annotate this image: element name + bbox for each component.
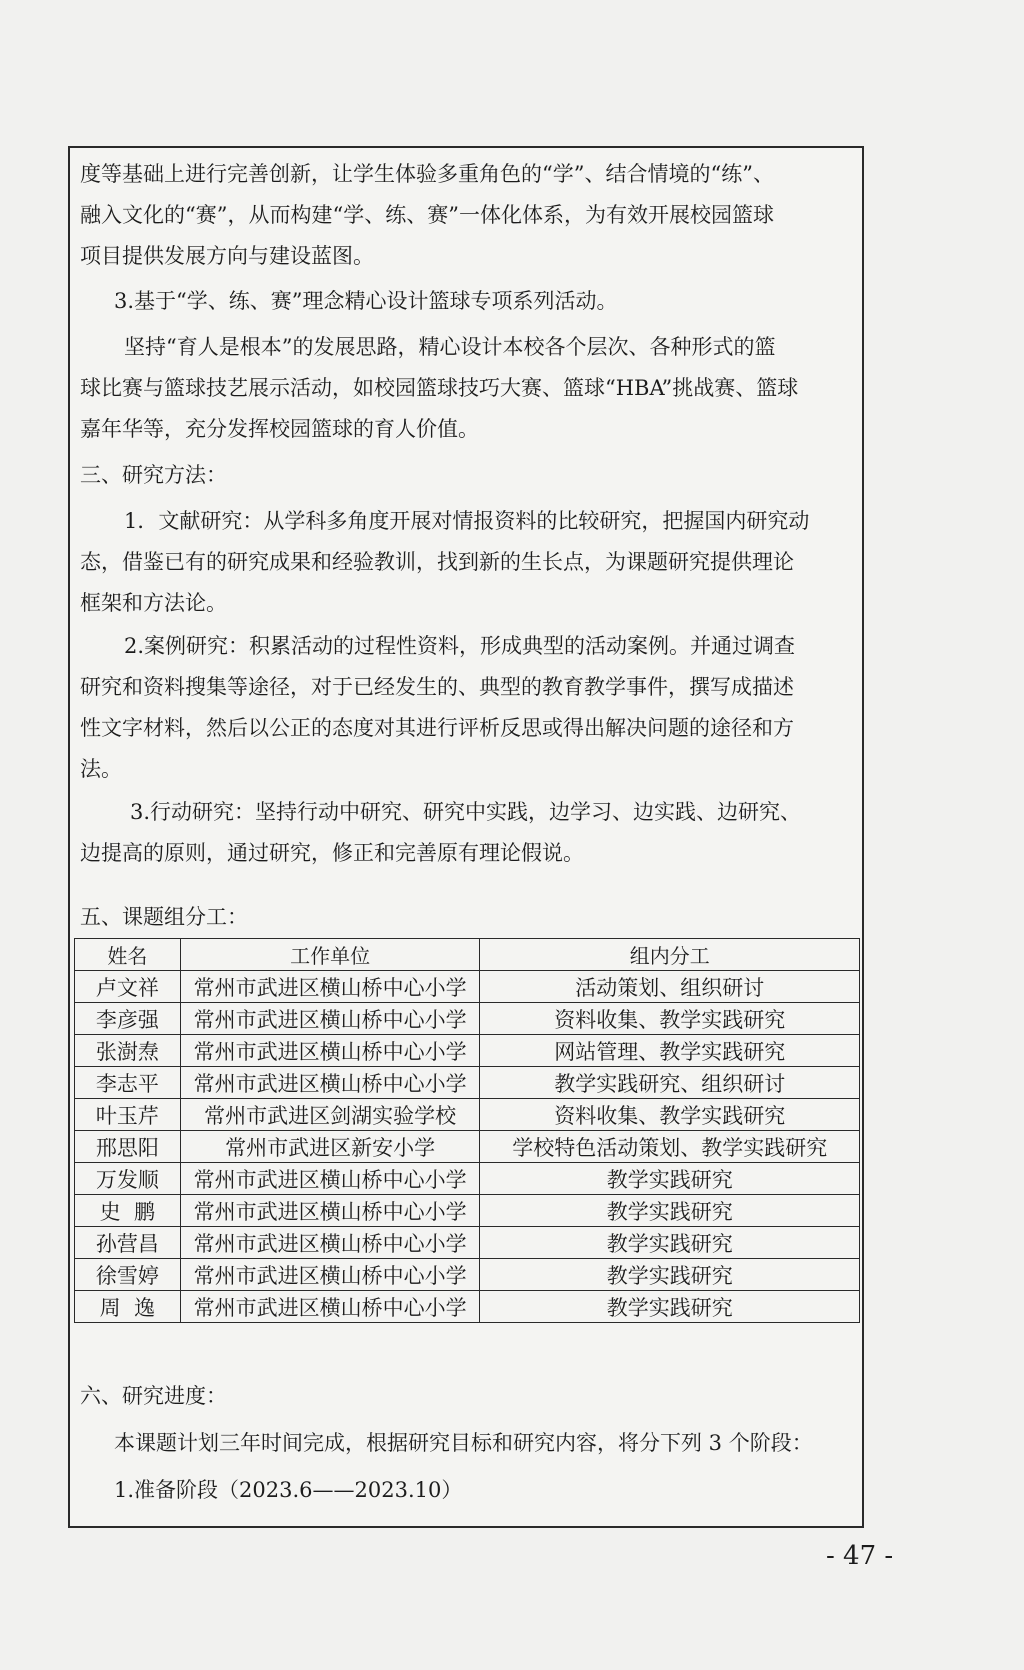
table-row: [75, 1131, 860, 1163]
table-row: [75, 1067, 860, 1099]
table-row: [75, 971, 860, 1003]
text-line: 球比赛与篮球技艺展示活动，如校园篮球技巧大赛、篮球“HBA”挑战赛、篮球: [80, 376, 799, 400]
table-row: [75, 1259, 860, 1291]
text-line: 融入文化的“赛”，从而构建“学、练、赛”一体化体系，为有效开展校园篮球: [80, 203, 774, 227]
cell-role: 资料收集、教学实践研究: [480, 1099, 860, 1131]
table-row: [75, 1099, 860, 1131]
table-row: [75, 1227, 860, 1259]
cell-name: 卢文祥: [75, 971, 181, 1003]
column-header-name: 姓名: [75, 939, 181, 971]
cell-role: 教学实践研究、组织研讨: [480, 1067, 860, 1099]
heading-research-methods: 三、研究方法：: [80, 463, 227, 487]
table-row: [75, 1291, 860, 1323]
cell-name: 邢思阳: [75, 1131, 181, 1163]
cell-unit: 常州市武进区剑湖实验学校: [180, 1099, 480, 1131]
text-line: 坚持“育人是根本”的发展思路，精心设计本校各个层次、各种形式的篮: [124, 335, 776, 359]
cell-name: 徐雪婷: [75, 1259, 181, 1291]
cell-name: 李彦强: [75, 1003, 181, 1035]
cell-unit: 常州市武进区新安小学: [180, 1131, 480, 1163]
cell-unit: 常州市武进区横山桥中心小学: [180, 1195, 480, 1227]
paragraph-preparation-stage: 1.准备阶段（2023.6——2023.10）: [114, 1478, 463, 1502]
subheading-activity-design: 3.基于“学、练、赛”理念精心设计篮球专项系列活动。: [114, 289, 618, 313]
table-row: [75, 1035, 860, 1067]
text-line: 3.行动研究：坚持行动中研究、研究中实践，边学习、边实践、边研究、: [130, 800, 802, 824]
paragraph-case-study: [70, 626, 862, 790]
cell-role: 教学实践研究: [480, 1227, 860, 1259]
paragraph-literature-research: [70, 501, 862, 624]
cell-role: 网站管理、教学实践研究: [480, 1035, 860, 1067]
cell-name: 史 鹏: [75, 1195, 181, 1227]
text-line: 研究和资料搜集等途径，对于已经发生的、典型的教育教学事件，撰写成描述: [80, 675, 794, 699]
text-line: 性文字材料，然后以公正的态度对其进行评析反思或得出解决问题的途径和方: [80, 716, 794, 740]
team-table: [74, 938, 860, 1323]
paragraph-schedule-plan: 本课题计划三年时间完成，根据研究目标和研究内容，将分下列 3 个阶段：: [114, 1431, 813, 1455]
cell-unit: 常州市武进区横山桥中心小学: [180, 1291, 480, 1323]
page-number: - 47 -: [826, 1541, 894, 1571]
cell-role: 教学实践研究: [480, 1259, 860, 1291]
cell-name: 张澍焘: [75, 1035, 181, 1067]
heading-team-division: 五、课题组分工：: [80, 905, 248, 929]
column-header-unit: 工作单位: [180, 939, 480, 971]
text-line: 度等基础上进行完善创新，让学生体验多重角色的“学”、结合情境的“练”、: [80, 162, 774, 186]
cell-role: 教学实践研究: [480, 1195, 860, 1227]
cell-unit: 常州市武进区横山桥中心小学: [180, 971, 480, 1003]
text-line: 1．文献研究：从学科多角度开展对情报资料的比较研究，把握国内研究动: [124, 509, 810, 533]
table-row: [75, 1195, 860, 1227]
text-line: 嘉年华等，充分发挥校园篮球的育人价值。: [80, 417, 479, 441]
cell-role: 教学实践研究: [480, 1291, 860, 1323]
cell-role: 学校特色活动策划、教学实践研究: [480, 1131, 860, 1163]
text-line: 法。: [80, 757, 122, 781]
table-row: [75, 1163, 860, 1195]
table-row: [75, 1003, 860, 1035]
text-line: 态，借鉴已有的研究成果和经验教训，找到新的生长点，为课题研究提供理论: [80, 550, 794, 574]
document-frame: [68, 146, 864, 1528]
cell-unit: 常州市武进区横山桥中心小学: [180, 1035, 480, 1067]
cell-role: 教学实践研究: [480, 1163, 860, 1195]
cell-name: 周 逸: [75, 1291, 181, 1323]
cell-unit: 常州市武进区横山桥中心小学: [180, 1227, 480, 1259]
text-line: 边提高的原则，通过研究，修正和完善原有理论假说。: [80, 841, 584, 865]
paragraph-basketball-system: [70, 154, 862, 277]
cell-name: 李志平: [75, 1067, 181, 1099]
cell-name: 万发顺: [75, 1163, 181, 1195]
cell-unit: 常州市武进区横山桥中心小学: [180, 1067, 480, 1099]
table-header-row: [75, 939, 860, 971]
cell-unit: 常州市武进区横山桥中心小学: [180, 1259, 480, 1291]
cell-role: 活动策划、组织研讨: [480, 971, 860, 1003]
paragraph-education-idea: [70, 327, 862, 450]
text-line: 框架和方法论。: [80, 591, 227, 615]
text-line: 项目提供发展方向与建设蓝图。: [80, 244, 374, 268]
paragraph-action-research: [70, 792, 862, 874]
column-header-role: 组内分工: [480, 939, 860, 971]
cell-role: 资料收集、教学实践研究: [480, 1003, 860, 1035]
cell-name: 叶玉芹: [75, 1099, 181, 1131]
cell-name: 孙营昌: [75, 1227, 181, 1259]
heading-research-schedule: 六、研究进度：: [80, 1384, 227, 1408]
cell-unit: 常州市武进区横山桥中心小学: [180, 1003, 480, 1035]
text-line: 2.案例研究：积累活动的过程性资料，形成典型的活动案例。并通过调查: [124, 634, 796, 658]
cell-unit: 常州市武进区横山桥中心小学: [180, 1163, 480, 1195]
